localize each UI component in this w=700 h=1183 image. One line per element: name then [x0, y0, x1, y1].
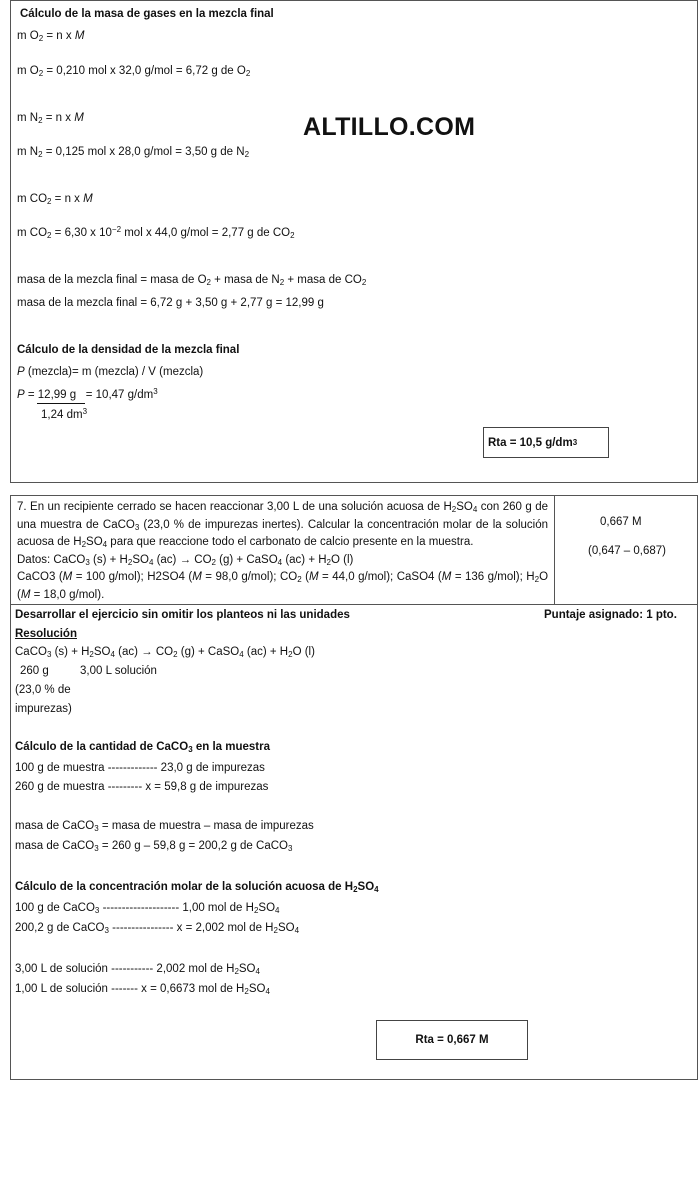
rule-of-three-4: 200,2 g de CaCO$_3$ ---------------- x = 2,002 mol de $H_2SO_4$	[15, 922, 300, 935]
expected-answer: 0,667 M	[600, 516, 642, 528]
caco3-mass-calculation: masa de CaCO$_3$ = 260 g – 59,8 g = 200,2 g de CaCO$_3$	[15, 840, 293, 853]
molar-concentration-title: Cálculo de la concentración molar de la solución acuosa de $H_2SO_4$	[15, 881, 379, 894]
n2-mass-formula: m $N_2 = n$ x M	[17, 112, 84, 125]
rule-of-three-5: 3,00 L de solución ----------- 2,002 mol de $H_2SO_4$	[15, 963, 260, 976]
density-denominator: 1,24 $dm^3$	[41, 407, 88, 421]
rule-of-three-3: 100 g de CaCO$_3$ -------------------- 1,00 mol de $H_2SO_4$	[15, 902, 280, 915]
impurity-note-line1: (23,0 % de	[15, 684, 71, 696]
mixture-mass-formula: masa de la mezcla final = masa de $O_2$ + masa de $N_2$ + masa de $CO_2$	[17, 274, 367, 287]
gas-mass-title: Cálculo de la masa de gases en la mezcla final	[20, 8, 274, 20]
impurity-note-line2: impurezas)	[15, 703, 72, 715]
n2-mass-calculation: m $N_2 = 0,125$ mol x 28,0 g/mol = 3,50 g de $N_2$	[17, 146, 250, 159]
watermark: ALTILLO.COM	[303, 113, 476, 141]
caco3-mass-formula: masa de CaCO$_3$ = masa de muestra – masa de impurezas	[15, 820, 314, 833]
density-answer-box: Rta = 10,5 g/dm 3	[483, 427, 609, 458]
answer-range: (0,647 – 0,687)	[588, 545, 667, 557]
score-label: Puntaje asignado: 1 pto.	[544, 609, 677, 621]
co2-mass-calculation: m $CO_2 = 6,30$ x $10^{-2}$ mol x 44,0 g/mol = 2,77 g de $CO_2$	[17, 225, 295, 240]
rule-of-three-2: 260 g de muestra --------- x = 59,8 g de impurezas	[15, 781, 269, 793]
density-formula: P (mezcla)= m (mezcla) / V (mezcla)	[17, 366, 204, 378]
o2-mass-calculation: m $O_2 = 0,210$ mol x 32,0 g/mol = 6,72 g de $O_2$	[17, 65, 251, 78]
exercise-7-statement: 7. En un recipiente cerrado se hacen reaccionar 3,00 L de una solución acuosa de $H_2SO_4$ con 260 g de una muestra de CaCO$_3$ (23,0 % de impurezas inertes). Calcular la concentración molar de la solución acuosa de $H_2SO_4$ para que reaccione todo el carbonato de calcio presente en la muestra. Datos: CaCO$_3$ $(s) + H_2SO_4$ $(ac) \to CO_2$ (g) + CaSO$_4$ $(ac) + H_2O$ (l) CaCO3 (M = 100 g/mol); H2SO4 (M = 98,0 g/mol); $CO_2$ (M = 44,0 g/mol); CaSO4 (M = 136 g/mol); $H_2O$ (M = 18,0 g/mol).	[17, 501, 549, 601]
reaction-qty-caco3: 260 g	[20, 665, 49, 677]
fraction-bar	[37, 403, 85, 404]
resolution-title: Resolución	[15, 628, 77, 640]
mixture-mass-calculation: masa de la mezcla final = 6,72 g + 3,50 g + 2,77 g = 12,99 g	[17, 297, 324, 309]
reaction-equation: CaCO$_3$ $(s) + H_2SO_4$ $(ac) \to CO_2$ (g) + CaSO$_4$ $(ac) + H_2O$ (l)	[15, 646, 315, 659]
rule-of-three-6: 1,00 L de solución ------- x = 0,6673 mol de $H_2SO_4$	[15, 983, 270, 996]
density-title: Cálculo de la densidad de la mezcla final	[17, 344, 240, 356]
molarity-answer-box: Rta = 0,667 M	[376, 1020, 528, 1060]
co2-mass-formula: m $CO_2 = n$ x M	[17, 193, 93, 206]
header-divider	[10, 604, 698, 605]
question-divider	[554, 495, 555, 605]
reaction-qty-solution: 3,00 L solución	[80, 665, 157, 677]
instructions: Desarrollar el ejercicio sin omitir los planteos ni las unidades	[15, 609, 350, 621]
o2-mass-formula: m $O_2 = n$ x M	[17, 30, 85, 43]
rule-of-three-1: 100 g de muestra ------------- 23,0 g de impurezas	[15, 762, 265, 774]
caco3-quantity-title: Cálculo de la cantidad de CaCO$_3$ en la muestra	[15, 741, 270, 754]
density-calculation: P = 12,99 g = 10,47 $g/dm^3$	[17, 387, 158, 401]
